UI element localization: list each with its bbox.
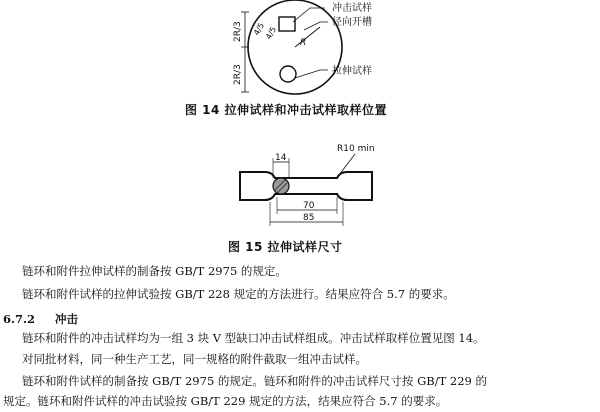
tensile-specimen-outline	[240, 172, 372, 200]
fillet-radius-label: R10 min	[337, 144, 375, 154]
figure-15-caption: 图 15 拉伸试样尺寸	[228, 240, 343, 254]
dim-small-1: 4/5	[251, 21, 267, 37]
paragraph-impact-specimen: 链环和附件的冲击试样均为一组 3 块 V 型缺口冲击试样组成。冲击试样取样位置见图 14。	[22, 331, 485, 345]
section-number: 6.7.2	[3, 312, 36, 326]
tensile-specimen-label: 拉伸试样	[332, 66, 372, 77]
radius-label: R	[300, 38, 307, 48]
section-heading	[3, 311, 78, 327]
section-title: 冲击	[55, 312, 79, 326]
figure-14-caption: 图 14 拉伸试样和冲击试样取样位置	[185, 103, 388, 117]
dim-small-2: 4/5	[263, 25, 279, 41]
paragraph-tensile-prep: 链环和附件拉伸试样的制备按 GB/T 2975 的规定。	[22, 264, 287, 278]
paragraph-impact-test: 规定。链环和附件试样的冲击试验按 GB/T 229 规定的方法，结果应符合 5.7 的要求。	[3, 394, 448, 408]
dim-vertical-1: 2R/3	[233, 21, 243, 42]
hatched-section	[273, 178, 289, 194]
figure-15-drawing	[225, 142, 395, 232]
impact-specimen-label: 冲击试样	[332, 3, 372, 14]
parallel-length-label: 85	[303, 213, 315, 223]
radial-notch-label: 径向开槽	[332, 17, 372, 28]
dim-vertical-2: 2R/3	[233, 64, 243, 85]
paragraph-impact-prep: 链环和附件试样的制备按 GB/T 2975 的规定。链环和附件的冲击试样尺寸按 GB/T 229 的	[22, 374, 488, 388]
figure-14-drawing	[200, 0, 400, 100]
impact-specimen-box	[279, 17, 295, 31]
gauge-length-label: 70	[303, 201, 315, 211]
diameter-label: 14	[275, 153, 287, 163]
tensile-specimen-circle	[280, 66, 296, 82]
paragraph-impact-batch: 对同批材料，同一种生产工艺，同一规格的附件截取一组冲击试样。	[22, 352, 367, 366]
paragraph-tensile-test: 链环和附件试样的拉伸试验按 GB/T 228 规定的方法进行。结果应符合 5.7 的要求。	[22, 287, 455, 301]
